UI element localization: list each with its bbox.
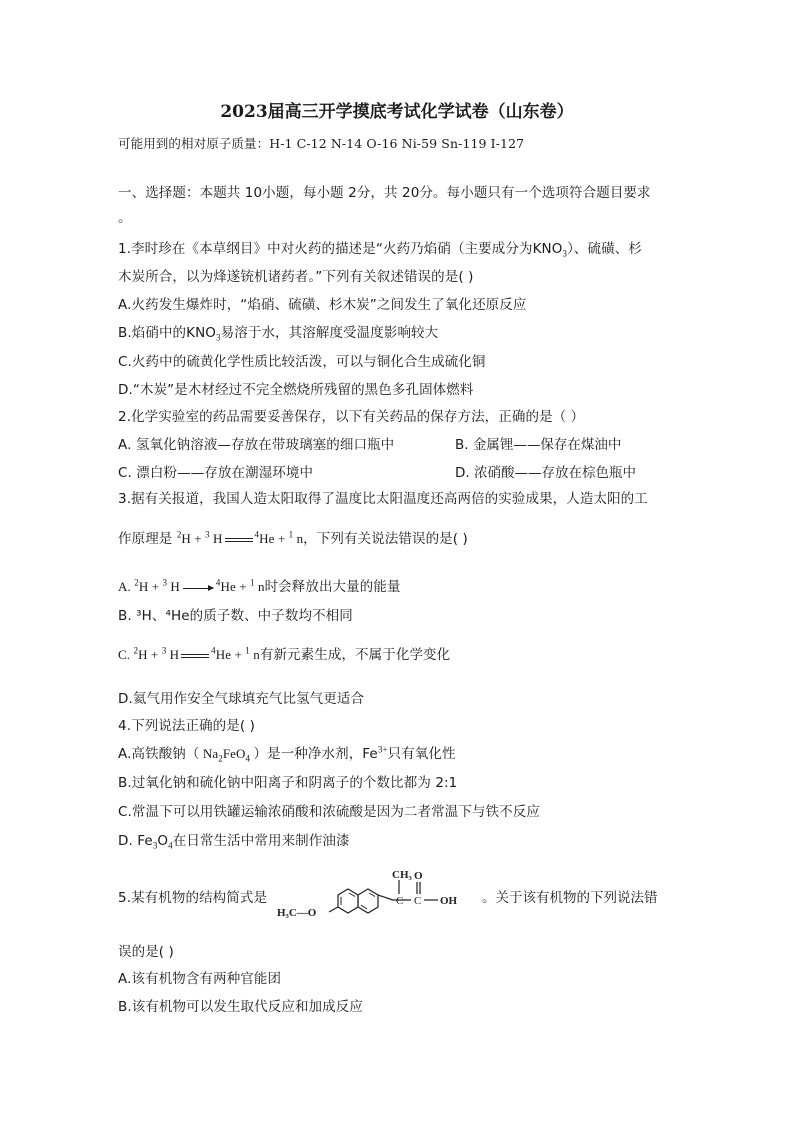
q4-a-text-a: A.高铁酸钠（ (118, 746, 200, 762)
q2-option-c: C. 漂白粉——存放在潮湿环境中 (118, 465, 314, 481)
q4-option-a (118, 745, 456, 763)
q5-option-a: A.该有机物含有两种官能团 (118, 971, 282, 987)
q4-d-text-b: O (157, 833, 169, 849)
question-4-stem: 4.下列说法正确的是( ) (118, 718, 256, 734)
hydroxyl-label: OH (440, 895, 458, 907)
svg-text:C: C (396, 895, 404, 907)
q1-b-sub: 3 (216, 332, 221, 343)
section-heading-cont: 。 (118, 210, 132, 226)
q3-option-b: B. ³H、⁴He的质子数、中子数均不相同 (118, 608, 353, 624)
methoxy-label: H₃C—O (277, 907, 317, 919)
q1-option-a: A.火药发生爆炸时，“焰硝、硫磺、杉木炭”之间发生了氧化还原反应 (118, 297, 527, 313)
q3-option-c (118, 646, 450, 664)
q1-b-text-a: B.焰硝中的KNO (118, 325, 217, 341)
q4-option-c: C.常温下可以用铁罐运输浓硝酸和浓硫酸是因为二者常温下与铁不反应 (118, 804, 540, 820)
page-title: 2023届高三开学摸底考试化学试卷（山东卷） (220, 102, 574, 122)
q2-option-d: D. 浓硝酸——存放在棕色瓶中 (455, 465, 636, 481)
question-2-stem: 2.化学实验室的药品需要妥善保存，以下有关药品的保存方法，正确的是（ ） (118, 409, 585, 425)
q1-option-c: C.火药中的硫黄化学性质比较活泼，可以与铜化合生成硫化铜 (118, 354, 486, 370)
question-5-stem-line2: 误的是( ) (118, 944, 174, 960)
question-5-stem: 5.某有机物的结构简式是 (118, 890, 268, 906)
q2-option-a: A. 氢氧化钠溶液—存放在带玻璃塞的细口瓶中 (118, 437, 395, 453)
methyl-label: CH₃ (392, 869, 412, 881)
question-3-stem: 3.据有关报道，我国人造太阳取得了温度比太阳温度还高两倍的实验成果，人造太阳的工 (118, 491, 648, 507)
q1-b-text-b: 易溶于水，其溶解度受温度影响较大 (220, 325, 439, 341)
question-1-stem (118, 240, 642, 258)
q4-a-text-c: 只有氧化性 (387, 746, 456, 762)
question-3-stem-line2 (118, 530, 468, 548)
atomic-masses: 可能用到的相对原子质量：H-1 C-12 N-14 O-16 Ni-59 Sn-119 I-127 (118, 136, 525, 151)
fusion-equation-c: C. $^2$H + $^3$ H $^4$He + $^1$ n (118, 645, 260, 662)
q1-option-d: D.“木炭”是木材经过不完全燃烧所残留的黑色多孔固体燃料 (118, 382, 474, 398)
q3-a-tail: 时会释放出大量的能量 (264, 579, 401, 595)
q3-text-a: 作原理是 (118, 531, 173, 547)
q3-option-d: D.氦气用作安全气球填充气比氢气更适合 (118, 691, 365, 707)
question-5-stem-tail: 。关于该有机物的下列说法错 (482, 890, 658, 906)
q4-a-text-b: ）是一种净水剂，Fe (253, 746, 378, 762)
fusion-equation: $^2$H + $^3$ H $^4$He + $^1$ n (176, 529, 304, 546)
q3-text-b: ，下列有关说法错误的是( ) (303, 531, 468, 547)
q2-option-b: B. 金属锂——保存在煤油中 (455, 437, 622, 453)
fusion-equation-a: A. $^2$H + $^3$ H $^4$He + $^1$ n (118, 577, 265, 594)
q4-a-sup: 3+ (377, 744, 388, 755)
q1-text-b: ）、硫磺、杉 (567, 241, 642, 257)
question-1-stem-line2: 木炭所合，以为烽遂铳机诸药者。”下列有关叙述错误的是( ) (118, 269, 474, 285)
q3-option-a (118, 578, 401, 596)
q5-option-b: B.该有机物可以发生取代反应和加成反应 (118, 999, 363, 1015)
q4-option-d: D. $Fe_3O_4$在日常生活中常用来制作油漆 (118, 833, 350, 851)
section-heading: 一、选择题：本题共 10小题，每小题 2分，共 20分。每小题只有一个选项符合题目要求 (118, 185, 651, 201)
naproxen-structure-diagram (275, 866, 465, 922)
q1-option-b (118, 324, 438, 342)
q4-option-b: B.过氧化钠和硫化钠中阳离子和阴离子的个数比都为 2:1 (118, 775, 458, 791)
q1-sub: 3 (562, 248, 568, 259)
q3-c-tail: 有新元素生成，不属于化学变化 (259, 647, 451, 663)
svg-text:C: C (414, 895, 422, 907)
q4-d-text-c: 在日常生活中常用来制作油漆 (172, 833, 350, 849)
formula-na2feo4: $Na_2FeO_4$ (199, 746, 251, 764)
carbonyl-o-label: O (414, 870, 423, 882)
q1-text-a: 1.李时珍在《本草纲目》中对火药的描述是“火药乃焰硝（主要成分为KNO (118, 241, 563, 257)
q4-d-text-a: D. Fe (118, 833, 153, 849)
